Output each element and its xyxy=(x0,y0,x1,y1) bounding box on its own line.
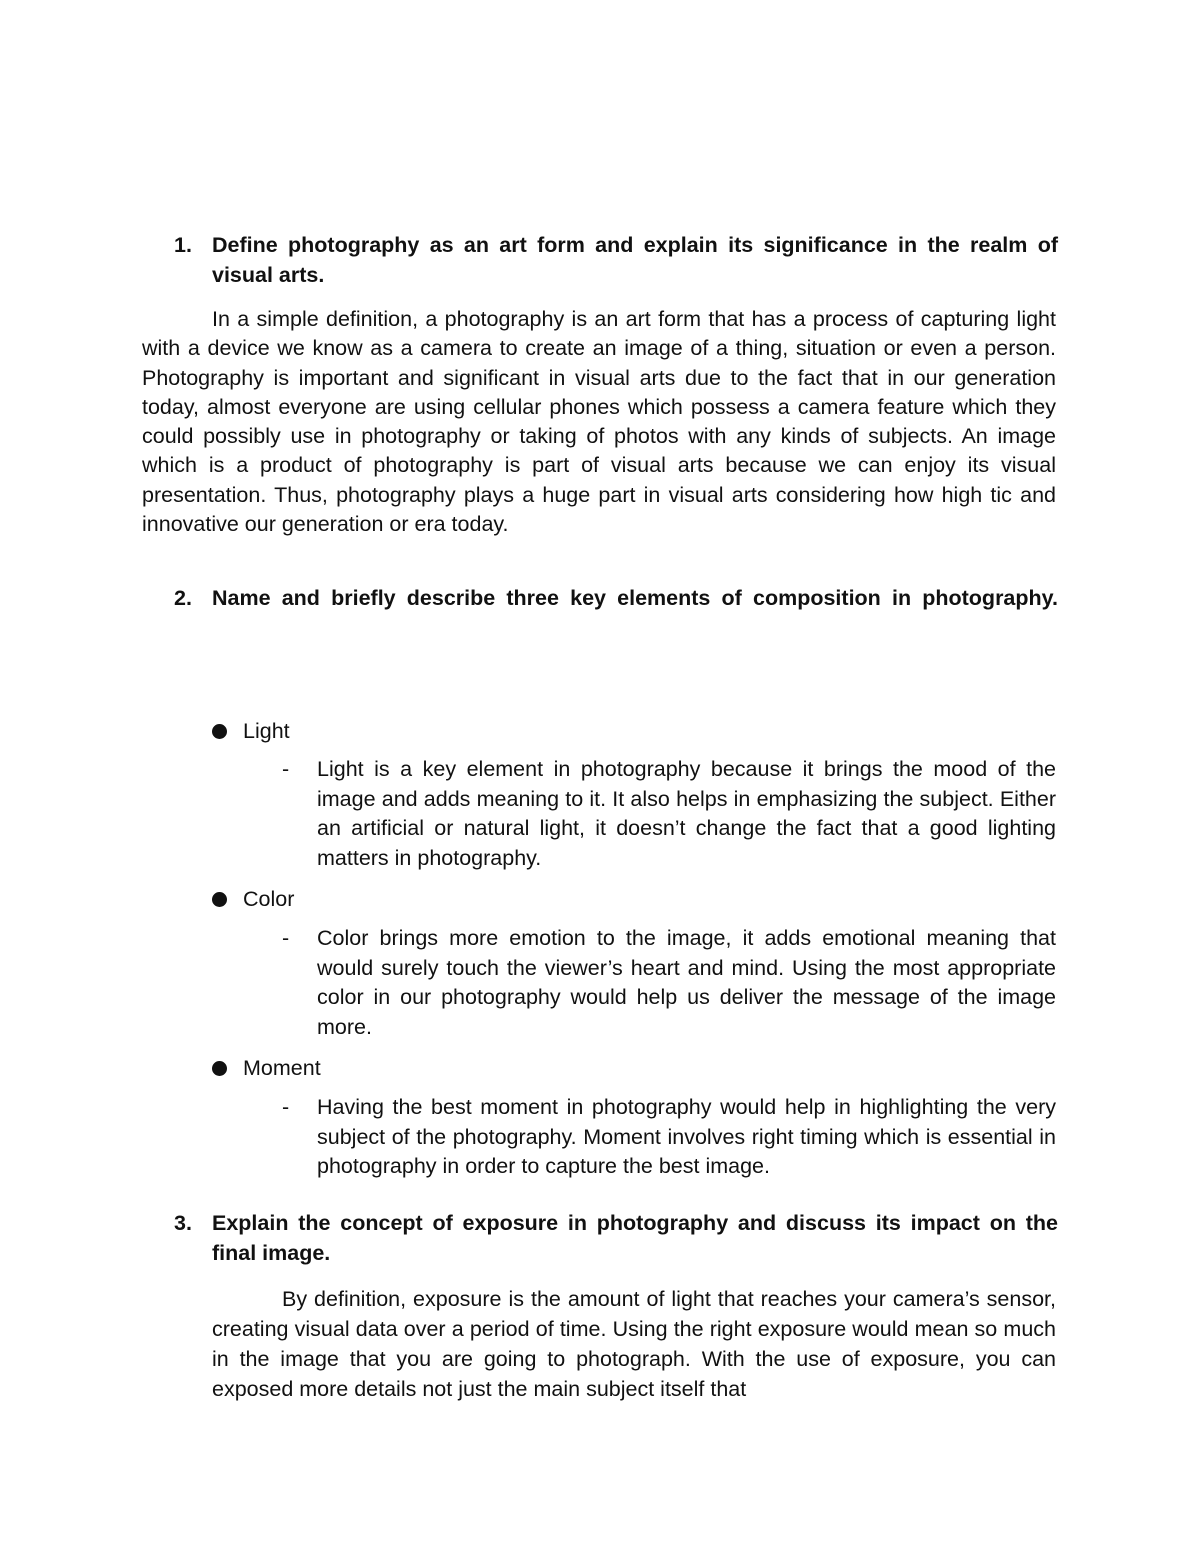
element-light-text: Light is a key element in photography because it brings the mood of the image and adds meaning to it. It also helps in emphasizing the subject. Either an artificial or natural light, it doesn’t change the fact that a good lighting matters in photography. xyxy=(317,757,1056,870)
element-moment xyxy=(212,1053,321,1083)
answer-1-paragraph: In a simple definition, a photography is an art form that has a process of capturing light with a device we know as a camera to create an image of a thing, situation or even a person. Photography is important and significant in visual arts due to the fact that in our generation today, almost everyone are using cellular phones which possess a camera feature which they could possibly use in photography or taking of photos with any kinds of subjects. An image which is a product of photography is part of visual arts because we can enjoy its visual presentation. Thus, photography plays a huge part in visual arts considering how high tic and innovative our generation or era today. xyxy=(142,307,1056,537)
element-color xyxy=(212,884,294,914)
element-color-description xyxy=(282,924,1056,1042)
element-color-text: Color brings more emotion to the image, it adds emotional meaning that would surely touch the viewer’s heart and mind. Using the most appropriate color in our photography would help us deliver the message of the image more. xyxy=(317,926,1056,1039)
bullet-icon xyxy=(212,724,227,739)
bullet-icon xyxy=(212,892,227,907)
question-2 xyxy=(142,584,1058,614)
element-moment-description xyxy=(282,1093,1056,1182)
element-moment-text: Having the best moment in photography would help in highlighting the very subject of the photography. Moment involves right timing which is essential in photography in order to capture the best image. xyxy=(317,1095,1056,1178)
question-2-number: 2. xyxy=(174,586,192,610)
question-2-text: Name and briefly describe three key elements of composition in photography. xyxy=(212,586,1058,610)
dash-marker: - xyxy=(282,757,290,781)
bullet-icon xyxy=(212,1061,227,1076)
dash-marker: - xyxy=(282,1095,290,1119)
answer-3-text: By definition, exposure is the amount of light that reaches your camera’s sensor, creating visual data over a period of time. Using the right exposure would mean so much in the image that you are going to photograph. With the use of exposure, you can exposed more details not just the main subject itself that xyxy=(212,1287,1056,1401)
question-1 xyxy=(142,231,1058,290)
element-light-label: Light xyxy=(243,719,290,743)
element-moment-label: Moment xyxy=(243,1056,321,1080)
question-3-text: Explain the concept of exposure in photography and discuss its impact on the final image. xyxy=(212,1211,1058,1265)
element-light xyxy=(212,716,290,746)
question-1-text: Define photography as an art form and explain its significance in the realm of visual arts. xyxy=(212,233,1058,287)
element-color-label: Color xyxy=(243,887,295,911)
dash-marker: - xyxy=(282,926,290,950)
question-3 xyxy=(142,1209,1058,1268)
question-3-number: 3. xyxy=(174,1211,192,1235)
question-1-number: 1. xyxy=(174,233,192,257)
element-light-description xyxy=(282,755,1056,873)
answer-3-paragraph xyxy=(212,1284,1056,1404)
